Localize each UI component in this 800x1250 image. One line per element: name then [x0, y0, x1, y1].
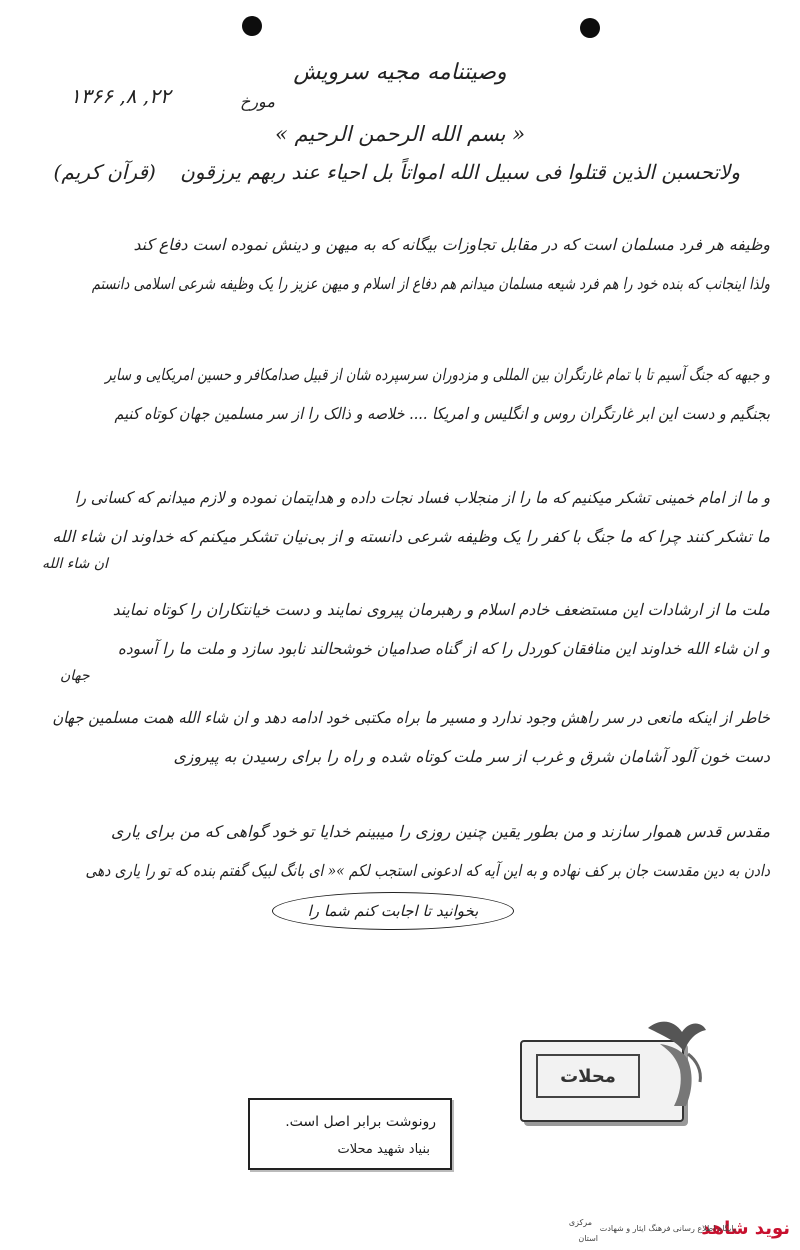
margin-note: ان شاء الله — [42, 556, 108, 572]
text-line: و ان شاء الله خداوند این منافقان کوردل را که از گناه صدامیان خوشحالند نابود سازد و ملت ما را آسوده — [117, 639, 771, 658]
province-name: مرکزی — [568, 1218, 592, 1227]
text-line: ما تشکر کنند چرا که ما جنگ با کفر را یک وظیفه شرعی دانسته و از بی‌نیان تشکر میکنم که خداوند ان شاء الله — [52, 527, 770, 546]
text-line: ولذا اینجانب که بنده خود را هم فرد شیعه مسلمان میدانم هم دفاع از اسلام و میهن عزیز را یک وظیفه شرعی اسلامی دانستم — [91, 274, 770, 293]
margin-note: جهان — [60, 668, 90, 684]
brand-logo: نوید شاهد — [701, 1218, 790, 1239]
quran-verse — [53, 160, 740, 184]
text-line: خاطر از اینکه مانعی در سر راهش وجود ندارد و مسیر ما براه مکتبی خود ادامه دهد و ان شاء الله همت مسلمین جهان — [52, 708, 771, 727]
text-line: وظیفه هر فرد مسلمان است که در مقابل تجاوزات بیگانه که به میهن و دینش نموده است دفاع کند — [133, 235, 770, 254]
date-label: مورخ — [240, 92, 275, 111]
certification-text: رونوشت برابر اصل است. — [285, 1114, 436, 1130]
quran-source: (قرآن کریم) — [53, 160, 156, 184]
stamp-label: محلات — [536, 1054, 640, 1098]
closing-text: بخوانید تا اجابت کنم شما را — [307, 902, 479, 920]
text-line: و ما از امام خمینی تشکر میکنیم که ما را از منجلاب فساد نجات داده و هدایتمان نموده و لازم میدانم که کسانی را — [74, 488, 770, 507]
paragraph — [40, 822, 770, 900]
paragraph — [40, 488, 770, 566]
province-label: استان — [578, 1234, 598, 1243]
document-title: وصیتنامه مجیه سرویش — [293, 60, 507, 85]
paragraph — [40, 600, 770, 678]
text-line: مقدس قدس هموار سازند و من بطور یقین چنین روزی را میبینم خدایا تو خود گواهی که من برای یاری — [110, 822, 771, 841]
punch-hole — [580, 18, 600, 38]
text-line: و جبهه که جنگ آسیم تا با تمام غارتگران بین المللی و مزدوران سرسپرده شان از قبیل صدامکافر و حسین امریکایی و سایر — [105, 365, 771, 384]
text-line: دادن به دین مقدست جان بر کف نهاده و به این آیه که ادعونی استجب لکم »« ای بانگ لبیک گفتم بنده که تو را یاری دهی — [85, 861, 771, 880]
certification-stamp — [248, 1098, 452, 1170]
punch-hole — [242, 16, 262, 36]
quran-verse-text: ولاتحسبن الذین قتلوا فی سبیل الله امواتاً بل احیاء عند ربهم یرزقون — [180, 160, 740, 184]
paragraph — [40, 365, 770, 443]
text-line: بجنگیم و دست این ابر غارتگران روس و انگلیس و امریکا .... خلاصه و ذالک را از سر مسلمین جهان کوتاه کنیم — [114, 404, 771, 423]
paragraph — [40, 235, 770, 313]
basmala: « بسم الله الرحمن الرحیم » — [274, 122, 526, 146]
site-name: پایگاه اطلاع رسانی فرهنگ ایثار و شهادت — [599, 1224, 736, 1233]
certification-org: بنیاد شهید محلات — [337, 1142, 430, 1157]
text-line: دست خون آلود آشامان شرق و غرب از سر ملت کوتاه شده و راه را برای رسیدن به پیروزی — [173, 747, 770, 766]
text-line: ملت ما از ارشادات این مستضعف خادم اسلام و رهبرمان پیروی نمایند و دست خیانتکاران را کوتاه نمایند — [112, 600, 770, 619]
document-date: ۱۳۶۶ ,۸ ,۲۲ — [70, 84, 171, 108]
martyr-foundation-emblem-icon — [640, 1010, 710, 1110]
closing-note — [272, 892, 514, 930]
paragraph — [40, 708, 770, 786]
